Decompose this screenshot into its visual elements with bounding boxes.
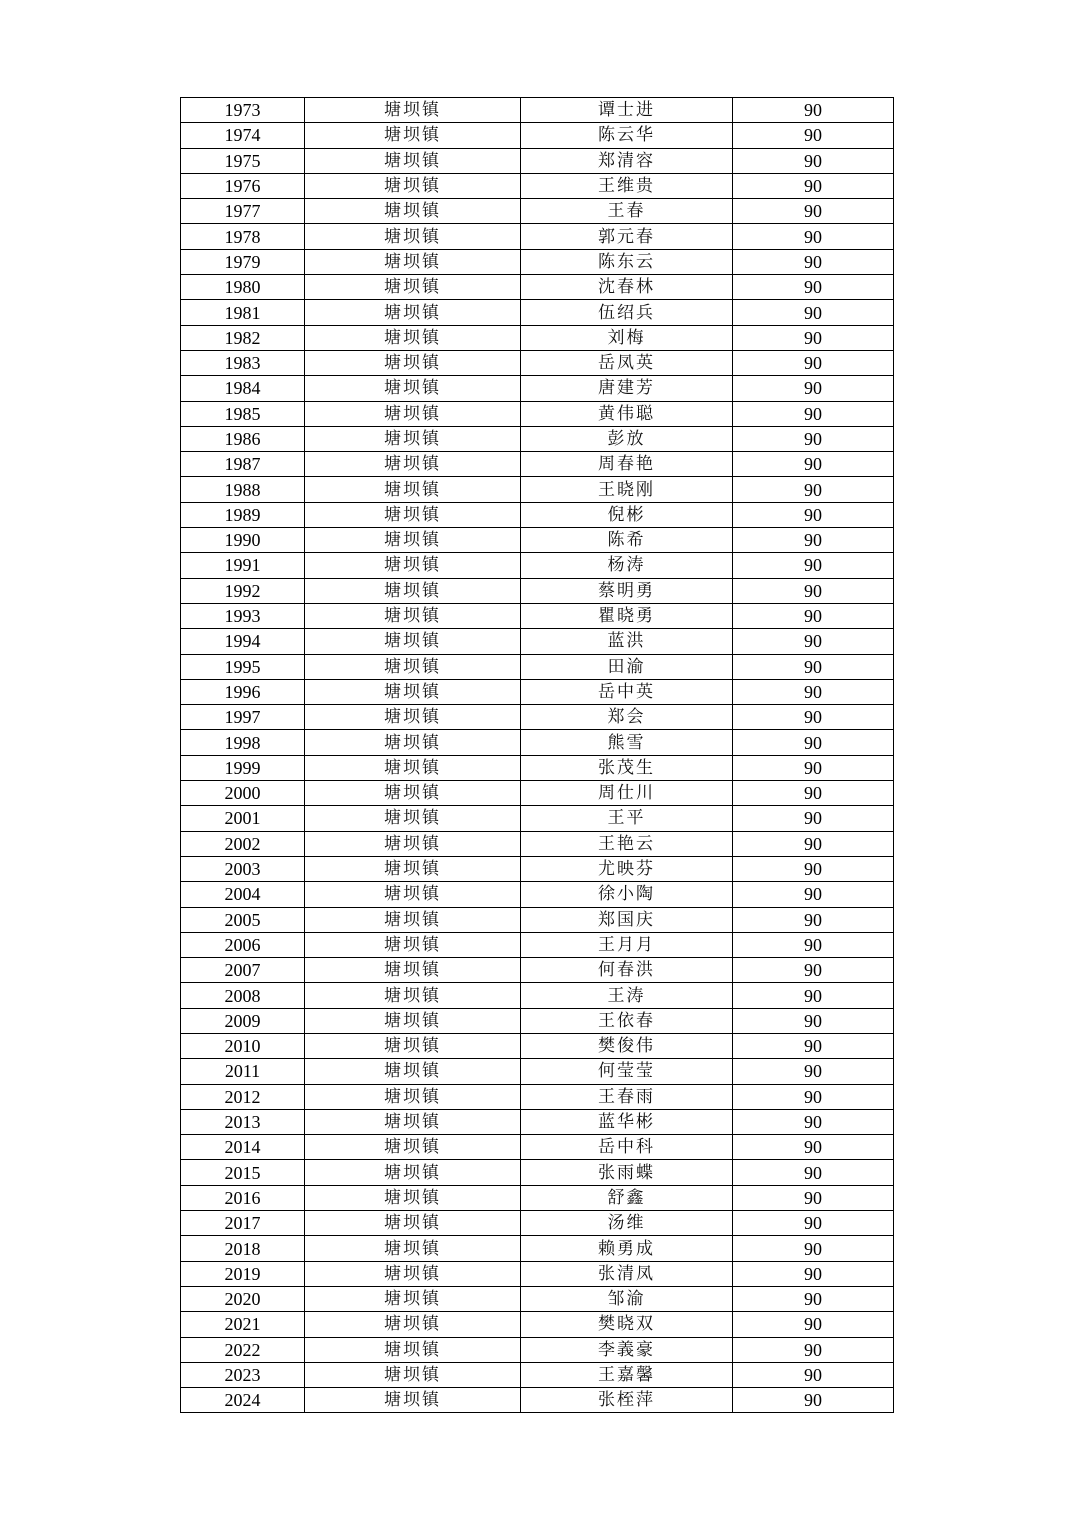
name-cell: 蓝华彬 <box>521 1109 733 1134</box>
town-cell: 塘坝镇 <box>305 781 521 806</box>
town-cell: 塘坝镇 <box>305 553 521 578</box>
name-cell: 黄伟聪 <box>521 401 733 426</box>
amount-cell: 90 <box>733 958 894 983</box>
amount-cell: 90 <box>733 629 894 654</box>
name-cell: 蔡明勇 <box>521 578 733 603</box>
name-cell: 赖勇成 <box>521 1236 733 1261</box>
name-cell: 倪彬 <box>521 502 733 527</box>
town-cell: 塘坝镇 <box>305 300 521 325</box>
town-cell: 塘坝镇 <box>305 578 521 603</box>
town-cell: 塘坝镇 <box>305 1261 521 1286</box>
town-cell: 塘坝镇 <box>305 1033 521 1058</box>
amount-cell: 90 <box>733 654 894 679</box>
table-row <box>181 1059 894 1084</box>
serial-number-cell: 1999 <box>181 755 305 780</box>
town-cell: 塘坝镇 <box>305 856 521 881</box>
name-cell: 瞿晓勇 <box>521 603 733 628</box>
town-cell: 塘坝镇 <box>305 123 521 148</box>
serial-number-cell: 2023 <box>181 1362 305 1387</box>
town-cell: 塘坝镇 <box>305 1185 521 1210</box>
amount-cell: 90 <box>733 603 894 628</box>
name-cell: 王春 <box>521 199 733 224</box>
name-cell: 唐建芳 <box>521 376 733 401</box>
amount-cell: 90 <box>733 1236 894 1261</box>
amount-cell: 90 <box>733 1185 894 1210</box>
town-cell: 塘坝镇 <box>305 603 521 628</box>
serial-number-cell: 2013 <box>181 1109 305 1134</box>
serial-number-cell: 1984 <box>181 376 305 401</box>
name-cell: 岳中英 <box>521 679 733 704</box>
serial-number-cell: 1990 <box>181 528 305 553</box>
town-cell: 塘坝镇 <box>305 275 521 300</box>
amount-cell: 90 <box>733 932 894 957</box>
amount-cell: 90 <box>733 173 894 198</box>
amount-cell: 90 <box>733 325 894 350</box>
table-row <box>181 249 894 274</box>
town-cell: 塘坝镇 <box>305 958 521 983</box>
table-row <box>181 781 894 806</box>
serial-number-cell: 1998 <box>181 730 305 755</box>
name-cell: 尤映芬 <box>521 856 733 881</box>
town-cell: 塘坝镇 <box>305 1084 521 1109</box>
name-cell: 熊雪 <box>521 730 733 755</box>
name-cell: 王涛 <box>521 983 733 1008</box>
name-cell: 樊晓双 <box>521 1312 733 1337</box>
town-cell: 塘坝镇 <box>305 1059 521 1084</box>
name-cell: 周仕川 <box>521 781 733 806</box>
town-cell: 塘坝镇 <box>305 325 521 350</box>
name-cell: 汤维 <box>521 1211 733 1236</box>
serial-number-cell: 2003 <box>181 856 305 881</box>
table-row <box>181 654 894 679</box>
amount-cell: 90 <box>733 401 894 426</box>
serial-number-cell: 1976 <box>181 173 305 198</box>
amount-cell: 90 <box>733 249 894 274</box>
serial-number-cell: 2015 <box>181 1160 305 1185</box>
serial-number-cell: 2008 <box>181 983 305 1008</box>
serial-number-cell: 2017 <box>181 1211 305 1236</box>
name-cell: 郑会 <box>521 705 733 730</box>
name-cell: 蓝洪 <box>521 629 733 654</box>
amount-cell: 90 <box>733 730 894 755</box>
table-row <box>181 376 894 401</box>
serial-number-cell: 1978 <box>181 224 305 249</box>
amount-cell: 90 <box>733 553 894 578</box>
table-row <box>181 98 894 123</box>
amount-cell: 90 <box>733 1008 894 1033</box>
serial-number-cell: 2024 <box>181 1388 305 1413</box>
table-row <box>181 907 894 932</box>
amount-cell: 90 <box>733 528 894 553</box>
amount-cell: 90 <box>733 350 894 375</box>
amount-cell: 90 <box>733 148 894 173</box>
name-cell: 王嘉馨 <box>521 1362 733 1387</box>
amount-cell: 90 <box>733 1084 894 1109</box>
town-cell: 塘坝镇 <box>305 1236 521 1261</box>
town-cell: 塘坝镇 <box>305 401 521 426</box>
town-cell: 塘坝镇 <box>305 1211 521 1236</box>
town-cell: 塘坝镇 <box>305 705 521 730</box>
name-cell: 邹渝 <box>521 1286 733 1311</box>
serial-number-cell: 1979 <box>181 249 305 274</box>
serial-number-cell: 2009 <box>181 1008 305 1033</box>
serial-number-cell: 1987 <box>181 452 305 477</box>
town-cell: 塘坝镇 <box>305 654 521 679</box>
name-cell: 彭放 <box>521 426 733 451</box>
serial-number-cell: 2014 <box>181 1135 305 1160</box>
amount-cell: 90 <box>733 781 894 806</box>
serial-number-cell: 2001 <box>181 806 305 831</box>
amount-cell: 90 <box>733 477 894 502</box>
table-row <box>181 1286 894 1311</box>
serial-number-cell: 1973 <box>181 98 305 123</box>
serial-number-cell: 2018 <box>181 1236 305 1261</box>
name-cell: 王月月 <box>521 932 733 957</box>
town-cell: 塘坝镇 <box>305 882 521 907</box>
name-cell: 杨涛 <box>521 553 733 578</box>
table-row <box>181 755 894 780</box>
town-cell: 塘坝镇 <box>305 1008 521 1033</box>
town-cell: 塘坝镇 <box>305 148 521 173</box>
town-cell: 塘坝镇 <box>305 1312 521 1337</box>
serial-number-cell: 1995 <box>181 654 305 679</box>
serial-number-cell: 2016 <box>181 1185 305 1210</box>
table-row <box>181 1160 894 1185</box>
amount-cell: 90 <box>733 224 894 249</box>
amount-cell: 90 <box>733 882 894 907</box>
town-cell: 塘坝镇 <box>305 1337 521 1362</box>
serial-number-cell: 2005 <box>181 907 305 932</box>
serial-number-cell: 2012 <box>181 1084 305 1109</box>
name-cell: 何春洪 <box>521 958 733 983</box>
table-row <box>181 224 894 249</box>
serial-number-cell: 1991 <box>181 553 305 578</box>
name-cell: 陈希 <box>521 528 733 553</box>
town-cell: 塘坝镇 <box>305 831 521 856</box>
serial-number-cell: 1996 <box>181 679 305 704</box>
amount-cell: 90 <box>733 275 894 300</box>
serial-number-cell: 1983 <box>181 350 305 375</box>
serial-number-cell: 1982 <box>181 325 305 350</box>
serial-number-cell: 1992 <box>181 578 305 603</box>
serial-number-cell: 1985 <box>181 401 305 426</box>
town-cell: 塘坝镇 <box>305 907 521 932</box>
town-cell: 塘坝镇 <box>305 350 521 375</box>
town-cell: 塘坝镇 <box>305 502 521 527</box>
serial-number-cell: 2006 <box>181 932 305 957</box>
table-row <box>181 603 894 628</box>
table-row <box>181 1337 894 1362</box>
serial-number-cell: 1986 <box>181 426 305 451</box>
amount-cell: 90 <box>733 1033 894 1058</box>
table-row <box>181 1236 894 1261</box>
table-row <box>181 932 894 957</box>
name-cell: 张茂生 <box>521 755 733 780</box>
town-cell: 塘坝镇 <box>305 755 521 780</box>
name-cell: 王维贵 <box>521 173 733 198</box>
roster-table-body <box>181 98 894 1413</box>
name-cell: 谭士进 <box>521 98 733 123</box>
town-cell: 塘坝镇 <box>305 426 521 451</box>
town-cell: 塘坝镇 <box>305 1388 521 1413</box>
serial-number-cell: 1989 <box>181 502 305 527</box>
name-cell: 何莹莹 <box>521 1059 733 1084</box>
amount-cell: 90 <box>733 1388 894 1413</box>
table-row <box>181 300 894 325</box>
amount-cell: 90 <box>733 98 894 123</box>
serial-number-cell: 2004 <box>181 882 305 907</box>
amount-cell: 90 <box>733 856 894 881</box>
amount-cell: 90 <box>733 502 894 527</box>
name-cell: 沈春林 <box>521 275 733 300</box>
town-cell: 塘坝镇 <box>305 376 521 401</box>
table-row <box>181 553 894 578</box>
table-row <box>181 1109 894 1134</box>
name-cell: 张桎萍 <box>521 1388 733 1413</box>
town-cell: 塘坝镇 <box>305 452 521 477</box>
table-row <box>181 578 894 603</box>
table-row <box>181 983 894 1008</box>
name-cell: 王春雨 <box>521 1084 733 1109</box>
name-cell: 陈云华 <box>521 123 733 148</box>
serial-number-cell: 2002 <box>181 831 305 856</box>
amount-cell: 90 <box>733 1109 894 1134</box>
town-cell: 塘坝镇 <box>305 224 521 249</box>
amount-cell: 90 <box>733 452 894 477</box>
name-cell: 郑清容 <box>521 148 733 173</box>
town-cell: 塘坝镇 <box>305 806 521 831</box>
table-row <box>181 426 894 451</box>
name-cell: 舒鑫 <box>521 1185 733 1210</box>
serial-number-cell: 1974 <box>181 123 305 148</box>
name-cell: 刘梅 <box>521 325 733 350</box>
table-row <box>181 1033 894 1058</box>
name-cell: 樊俊伟 <box>521 1033 733 1058</box>
amount-cell: 90 <box>733 1135 894 1160</box>
table-row <box>181 1312 894 1337</box>
town-cell: 塘坝镇 <box>305 1286 521 1311</box>
serial-number-cell: 2010 <box>181 1033 305 1058</box>
name-cell: 郭元春 <box>521 224 733 249</box>
name-cell: 张清凤 <box>521 1261 733 1286</box>
table-row <box>181 882 894 907</box>
name-cell: 徐小陶 <box>521 882 733 907</box>
amount-cell: 90 <box>733 1059 894 1084</box>
name-cell: 王晓刚 <box>521 477 733 502</box>
table-row <box>181 1362 894 1387</box>
name-cell: 周春艳 <box>521 452 733 477</box>
town-cell: 塘坝镇 <box>305 932 521 957</box>
amount-cell: 90 <box>733 300 894 325</box>
serial-number-cell: 2020 <box>181 1286 305 1311</box>
table-row <box>181 477 894 502</box>
name-cell: 岳凤英 <box>521 350 733 375</box>
amount-cell: 90 <box>733 1312 894 1337</box>
name-cell: 郑国庆 <box>521 907 733 932</box>
name-cell: 伍绍兵 <box>521 300 733 325</box>
table-row <box>181 629 894 654</box>
town-cell: 塘坝镇 <box>305 1109 521 1134</box>
amount-cell: 90 <box>733 831 894 856</box>
serial-number-cell: 2011 <box>181 1059 305 1084</box>
table-row <box>181 1211 894 1236</box>
amount-cell: 90 <box>733 907 894 932</box>
table-row <box>181 401 894 426</box>
name-cell: 田渝 <box>521 654 733 679</box>
amount-cell: 90 <box>733 123 894 148</box>
amount-cell: 90 <box>733 1286 894 1311</box>
amount-cell: 90 <box>733 983 894 1008</box>
table-row <box>181 1135 894 1160</box>
town-cell: 塘坝镇 <box>305 1362 521 1387</box>
table-row <box>181 199 894 224</box>
table-row <box>181 502 894 527</box>
amount-cell: 90 <box>733 806 894 831</box>
amount-cell: 90 <box>733 1362 894 1387</box>
town-cell: 塘坝镇 <box>305 199 521 224</box>
table-row <box>181 1388 894 1413</box>
table-row <box>181 528 894 553</box>
town-cell: 塘坝镇 <box>305 98 521 123</box>
town-cell: 塘坝镇 <box>305 629 521 654</box>
serial-number-cell: 1994 <box>181 629 305 654</box>
town-cell: 塘坝镇 <box>305 173 521 198</box>
town-cell: 塘坝镇 <box>305 730 521 755</box>
town-cell: 塘坝镇 <box>305 249 521 274</box>
name-cell: 岳中科 <box>521 1135 733 1160</box>
serial-number-cell: 1975 <box>181 148 305 173</box>
town-cell: 塘坝镇 <box>305 983 521 1008</box>
name-cell: 王平 <box>521 806 733 831</box>
table-row <box>181 730 894 755</box>
subsidy-roster-table <box>180 97 894 1413</box>
amount-cell: 90 <box>733 578 894 603</box>
table-row <box>181 679 894 704</box>
serial-number-cell: 1997 <box>181 705 305 730</box>
table-row <box>181 275 894 300</box>
town-cell: 塘坝镇 <box>305 477 521 502</box>
name-cell: 张雨蝶 <box>521 1160 733 1185</box>
serial-number-cell: 1980 <box>181 275 305 300</box>
amount-cell: 90 <box>733 1337 894 1362</box>
table-row <box>181 958 894 983</box>
town-cell: 塘坝镇 <box>305 1160 521 1185</box>
serial-number-cell: 2021 <box>181 1312 305 1337</box>
amount-cell: 90 <box>733 679 894 704</box>
amount-cell: 90 <box>733 755 894 780</box>
table-row <box>181 148 894 173</box>
table-row <box>181 452 894 477</box>
amount-cell: 90 <box>733 1160 894 1185</box>
table-row <box>181 806 894 831</box>
name-cell: 王依春 <box>521 1008 733 1033</box>
table-row <box>181 705 894 730</box>
serial-number-cell: 2007 <box>181 958 305 983</box>
table-row <box>181 856 894 881</box>
amount-cell: 90 <box>733 1211 894 1236</box>
table-row <box>181 173 894 198</box>
serial-number-cell: 2022 <box>181 1337 305 1362</box>
amount-cell: 90 <box>733 705 894 730</box>
table-row <box>181 350 894 375</box>
amount-cell: 90 <box>733 199 894 224</box>
name-cell: 王艳云 <box>521 831 733 856</box>
serial-number-cell: 1988 <box>181 477 305 502</box>
serial-number-cell: 2019 <box>181 1261 305 1286</box>
serial-number-cell: 1977 <box>181 199 305 224</box>
table-row <box>181 1084 894 1109</box>
table-row <box>181 123 894 148</box>
serial-number-cell: 1993 <box>181 603 305 628</box>
table-row <box>181 1008 894 1033</box>
amount-cell: 90 <box>733 1261 894 1286</box>
table-row <box>181 831 894 856</box>
table-row <box>181 1185 894 1210</box>
amount-cell: 90 <box>733 376 894 401</box>
serial-number-cell: 2000 <box>181 781 305 806</box>
amount-cell: 90 <box>733 426 894 451</box>
table-row <box>181 325 894 350</box>
name-cell: 陈东云 <box>521 249 733 274</box>
town-cell: 塘坝镇 <box>305 1135 521 1160</box>
serial-number-cell: 1981 <box>181 300 305 325</box>
town-cell: 塘坝镇 <box>305 528 521 553</box>
town-cell: 塘坝镇 <box>305 679 521 704</box>
name-cell: 李義豪 <box>521 1337 733 1362</box>
table-row <box>181 1261 894 1286</box>
